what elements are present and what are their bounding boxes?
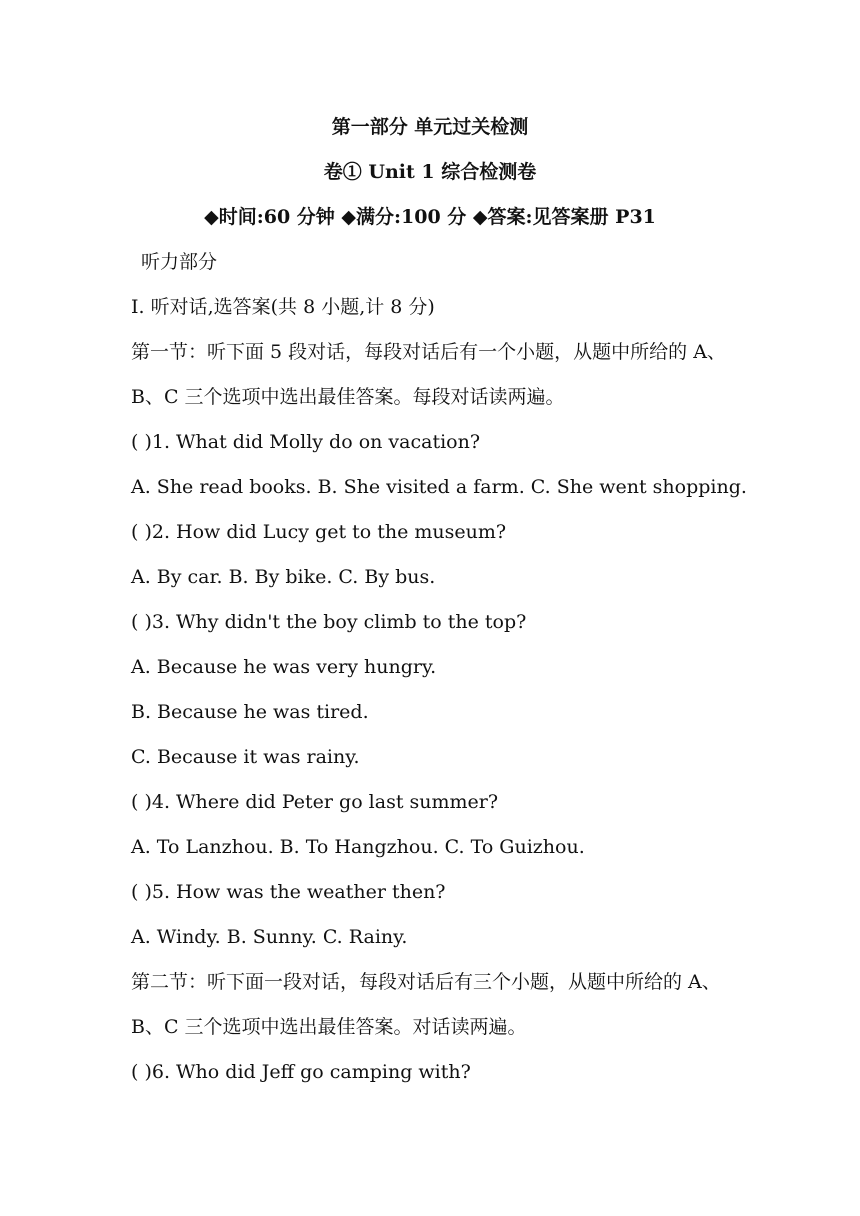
question-4-stem: ( )4. Where did Peter go last summer? — [131, 791, 499, 813]
question-5-options: A. Windy. B. Sunny. C. Rainy. — [131, 926, 408, 948]
section2-instruction-line2: B、C 三个选项中选出最佳答案。对话读两遍。 — [131, 1016, 527, 1038]
question-3-option-a: A. Because he was very hungry. — [131, 656, 437, 678]
section1-instruction-line2: B、C 三个选项中选出最佳答案。每段对话读两遍。 — [131, 386, 565, 408]
question-3-option-c: C. Because it was rainy. — [131, 746, 360, 768]
part1-heading: Ⅰ. 听对话,选答案(共 8 小题,计 8 分) — [131, 296, 435, 318]
paper-title: 卷① Unit 1 综合检测卷 — [323, 161, 537, 183]
question-2-options: A. By car. B. By bike. C. By bus. — [131, 566, 436, 588]
part-title: 第一部分 单元过关检测 — [331, 116, 529, 138]
question-6-stem: ( )6. Who did Jeff go camping with? — [131, 1061, 471, 1083]
question-4-options: A. To Lanzhou. B. To Hangzhou. C. To Guizhou. — [131, 836, 585, 858]
exam-meta-line: ◆时间:60 分钟 ◆满分:100 分 ◆答案:见答案册 P31 — [204, 206, 656, 228]
question-2-stem: ( )2. How did Lucy get to the museum? — [131, 521, 507, 543]
question-5-stem: ( )5. How was the weather then? — [131, 881, 446, 903]
section2-instruction-line1: 第二节：听下面一段对话，每段对话后有三个小题，从题中所给的 A、 — [131, 971, 721, 993]
question-3-option-b: B. Because he was tired. — [131, 701, 369, 723]
listening-section-label: 听力部分 — [141, 251, 218, 273]
question-1-stem: ( )1. What did Molly do on vacation? — [131, 431, 481, 453]
question-1-options: A. She read books. B. She visited a farm. C. She went shopping. — [131, 476, 747, 498]
section1-instruction-line1: 第一节：听下面 5 段对话，每段对话后有一个小题，从题中所给的 A、 — [131, 341, 726, 363]
question-3-stem: ( )3. Why didn't the boy climb to the top? — [131, 611, 527, 633]
